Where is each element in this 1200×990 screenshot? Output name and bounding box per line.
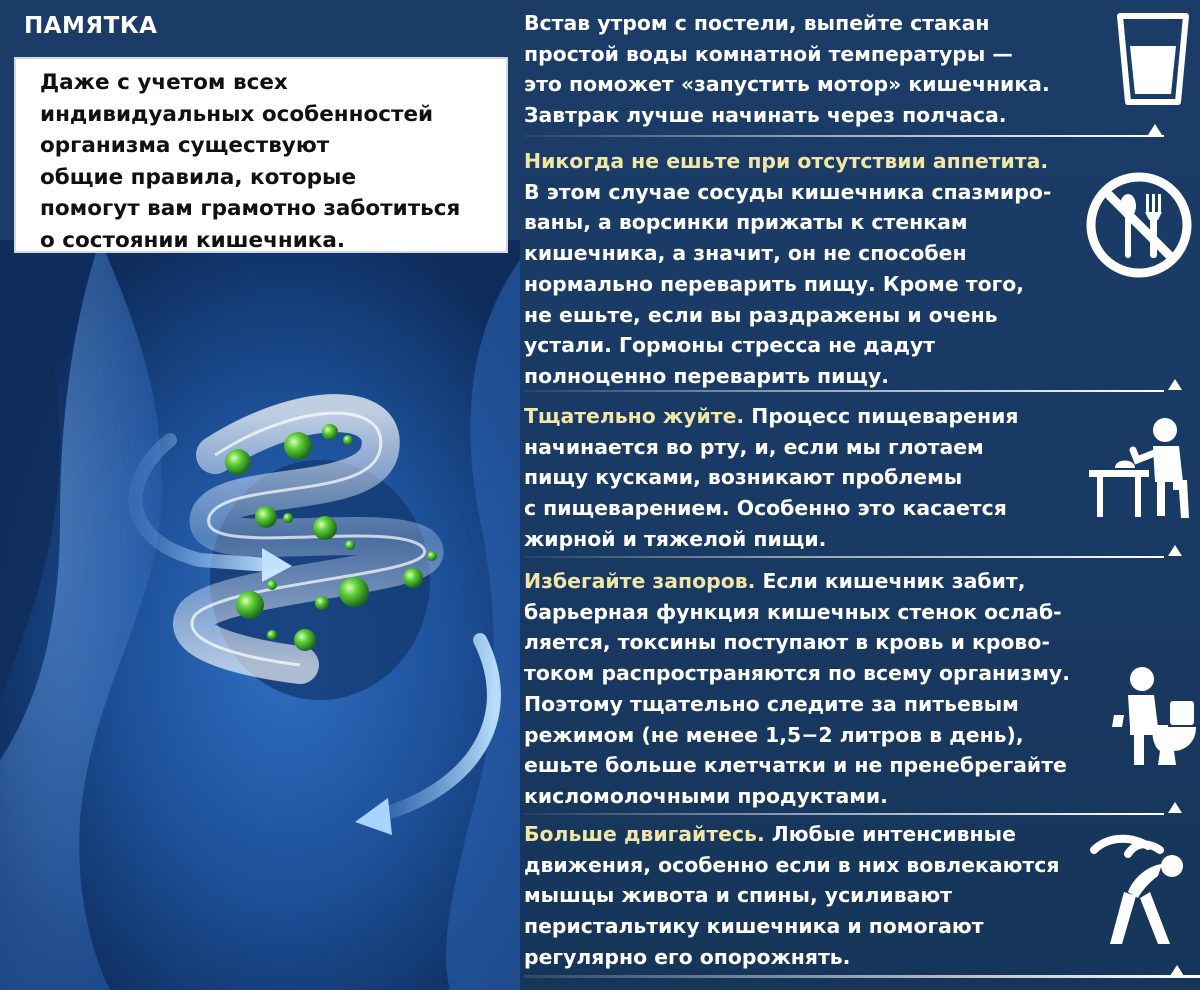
divider-marker xyxy=(1168,545,1182,556)
divider-marker xyxy=(1148,124,1162,135)
divider-marker xyxy=(1170,965,1184,976)
tip-heading: Никогда не ешьте при отсутствии аппетита. xyxy=(524,149,1049,173)
divider xyxy=(524,135,1164,137)
person-stretching-icon xyxy=(1088,826,1198,946)
divider-marker xyxy=(1168,802,1182,813)
bottom-divider xyxy=(524,975,1200,978)
tip-constipation xyxy=(524,566,1200,816)
section-label: ПАМЯТКА xyxy=(24,13,158,39)
person-eating-at-table-icon xyxy=(1087,412,1195,522)
divider xyxy=(524,813,1164,815)
tip-body: Любые интенсивные движения, особенно если в них вовлекаются мышцы живота и спины, усиливают перистальтику кишечника и помогают регулярно его опорожнять. xyxy=(524,822,1060,969)
tip-heading: Тщательно жуйте. xyxy=(524,404,745,428)
tip-text xyxy=(524,146,1124,392)
tip-heading: Избегайте запоров. xyxy=(524,569,756,593)
divider xyxy=(524,556,1164,558)
tip-water xyxy=(524,8,1200,138)
tip-heading: Больше двигайтесь. xyxy=(524,822,765,846)
divider xyxy=(524,390,1164,392)
tip-text xyxy=(524,401,1124,555)
tip-body: Процесс пищеварения начинается во рту, и, если мы глотаем пищу кусками, возникают проблемы с пищеварением. Особенно это касается жирной и тяжелой пищи. xyxy=(524,404,1019,551)
tip-text xyxy=(524,566,1124,812)
divider-marker xyxy=(1168,379,1182,390)
tip-text: Встав утром с постели, выпейте стакан простой воды комнатной температуры — это поможет «запустить мотор» кишечника. Завтрак лучше начинать через полчаса. xyxy=(524,11,1050,128)
tip-text xyxy=(524,819,1124,973)
intro-box: Даже с учетом всех индивидуальных особенностей организма существуют общие правила, которые помогут вам грамотно заботиться о состоянии кишечника. xyxy=(14,57,508,253)
tip-body: Если кишечник забит, барьерная функция кишечных стенок ослаб- ляется, токсины поступают в кровь и крово- током распространяются по всему организму. Поэтому тщательно следите за питьевым режимом (не менее 1,5−2 литров в день), ешьте больше клетчатки и не пренебрегайте кисломолочными продуктами. xyxy=(524,569,1070,808)
no-eating-icon xyxy=(1084,170,1194,280)
tip-body: В этом случае сосуды кишечника спазмиро- ваны, а ворсинки прижаты к стенкам кишечника, а значит, он не способен нормально переварить пищу. Кроме того, не ешьте, если вы раздражены и очень устали. Гормоны стресса не дадут полноценно переварить пищу. xyxy=(524,179,1052,388)
glass-of-water-icon xyxy=(1116,12,1190,108)
person-on-toilet-icon xyxy=(1104,665,1200,767)
